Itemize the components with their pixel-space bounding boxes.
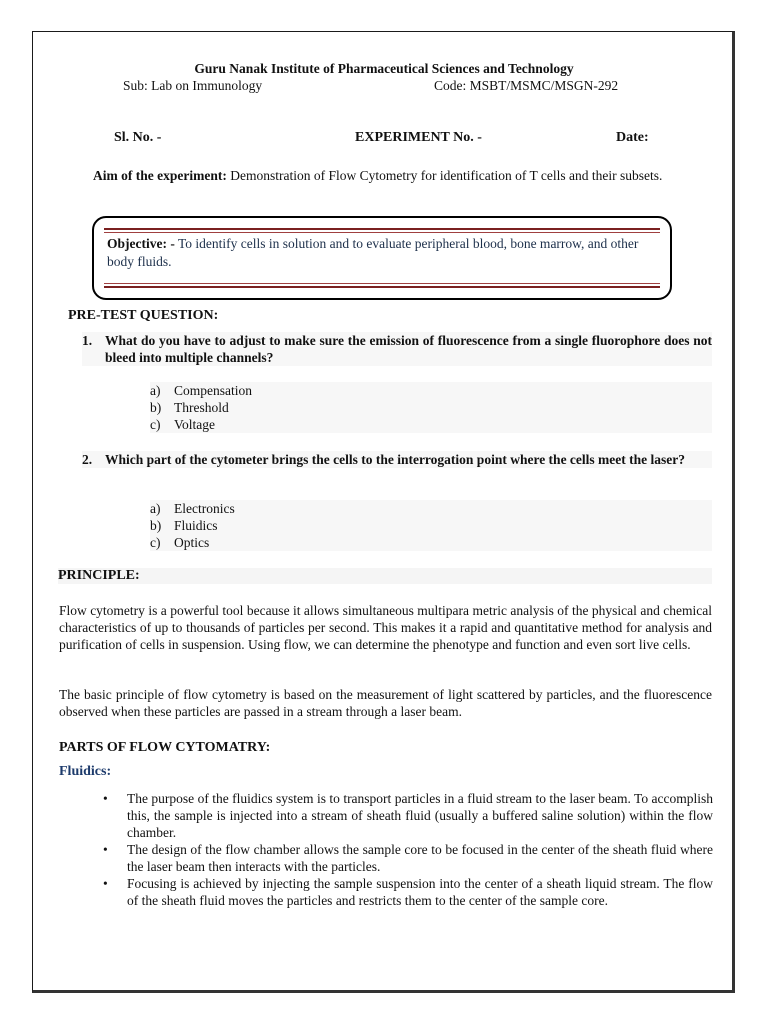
fluidics-heading: Fluidics: xyxy=(59,764,112,779)
fluidics-bullet-list xyxy=(103,790,713,909)
option-row xyxy=(150,399,712,416)
option-row xyxy=(150,534,712,551)
bullet-icon: • xyxy=(103,791,108,806)
option-letter: c) xyxy=(150,417,161,432)
question-number: 2. xyxy=(82,452,93,467)
objective-text: To identify cells in solution and to evaluate peripheral blood, bone marrow, and other body fluids. xyxy=(107,236,639,269)
institute-name: Guru Nanak Institute of Pharmaceutical Sciences and Technology xyxy=(194,61,574,76)
question-number: 1. xyxy=(82,333,93,348)
option-letter: b) xyxy=(150,518,162,533)
bullet-icon: • xyxy=(103,842,108,857)
option-row xyxy=(150,382,712,399)
question-text: Which part of the cytometer brings the cells to the interrogation point where the cells meet the laser? xyxy=(105,452,686,467)
option-letter: a) xyxy=(150,383,161,398)
question-2-options xyxy=(150,500,712,551)
option-text: Threshold xyxy=(174,400,229,415)
option-row xyxy=(150,500,712,517)
option-text: Fluidics xyxy=(174,518,218,533)
list-item xyxy=(103,875,713,909)
question-text: What do you have to adjust to make sure the emission of fluorescence from a single fluorophore does not bleed into multiple channels? xyxy=(105,333,712,365)
option-text: Compensation xyxy=(174,383,252,398)
objective-text-block xyxy=(107,235,663,271)
option-row xyxy=(150,416,712,433)
option-letter: c) xyxy=(150,535,161,550)
option-letter: b) xyxy=(150,400,162,415)
parts-heading: PARTS OF FLOW CYTOMATRY: xyxy=(59,740,271,755)
principle-heading: PRINCIPLE: xyxy=(58,568,712,584)
bullet-icon: • xyxy=(103,876,108,891)
objective-box xyxy=(92,216,672,300)
aim-label: Aim of the experiment: xyxy=(93,168,227,183)
objective-rule-bottom-thin xyxy=(104,283,660,284)
option-text: Electronics xyxy=(174,501,235,516)
option-letter: a) xyxy=(150,501,161,516)
objective-rule-top xyxy=(104,228,660,230)
principle-paragraph-1: Flow cytometry is a powerful tool because it allows simultaneous multipara metric analysis of the physical and chemical characteristics of up to thousands of particles per second. This makes it a rapid and quantitative method for analysis and purification of cells in suspension. Using flow, we can determine the phenotype and function and even sort live cells. xyxy=(59,603,712,652)
aim-text: Demonstration of Flow Cytometry for identification of T cells and their subsets. xyxy=(226,168,663,183)
aim-of-experiment xyxy=(93,167,705,184)
bullet-text: The purpose of the fluidics system is to transport particles in a fluid stream to the laser beam. To accomplish this, the sample is injected into a stream of sheath fluid (usually a buffered saline solution) within the flow chamber. xyxy=(127,791,713,840)
option-row xyxy=(150,517,712,534)
serial-number-label: Sl. No. - xyxy=(114,130,162,145)
subject-label: Sub: Lab on Immunology xyxy=(123,78,263,93)
course-code: Code: MSBT/MSMC/MSGN-292 xyxy=(434,78,619,93)
objective-rule-bottom xyxy=(104,286,660,288)
objective-label: Objective: - xyxy=(107,236,175,251)
principle-paragraph-2: The basic principle of flow cytometry is based on the measurement of light scattered by particles, and the fluorescence observed when these particles are passed in a stream through a laser beam. xyxy=(59,687,712,719)
bullet-text: Focusing is achieved by injecting the sample suspension into the center of a sheath liquid stream. The flow of the sheath fluid moves the particles and restricts them to the center of the sample core. xyxy=(127,876,713,908)
pretest-question-2 xyxy=(82,451,712,468)
list-item xyxy=(103,841,713,875)
pretest-question-1 xyxy=(82,332,712,366)
pretest-heading: PRE-TEST QUESTION: xyxy=(68,308,219,323)
option-text: Optics xyxy=(174,535,210,550)
experiment-number-label: EXPERIMENT No. - xyxy=(355,130,482,145)
bullet-text: The design of the flow chamber allows the sample core to be focused in the center of the sheath fluid where the laser beam then interacts with the particles. xyxy=(127,842,713,874)
objective-rule-top-thin xyxy=(104,232,660,233)
option-text: Voltage xyxy=(174,417,215,432)
question-1-options xyxy=(150,382,712,433)
list-item xyxy=(103,790,713,841)
date-label: Date: xyxy=(616,130,649,145)
